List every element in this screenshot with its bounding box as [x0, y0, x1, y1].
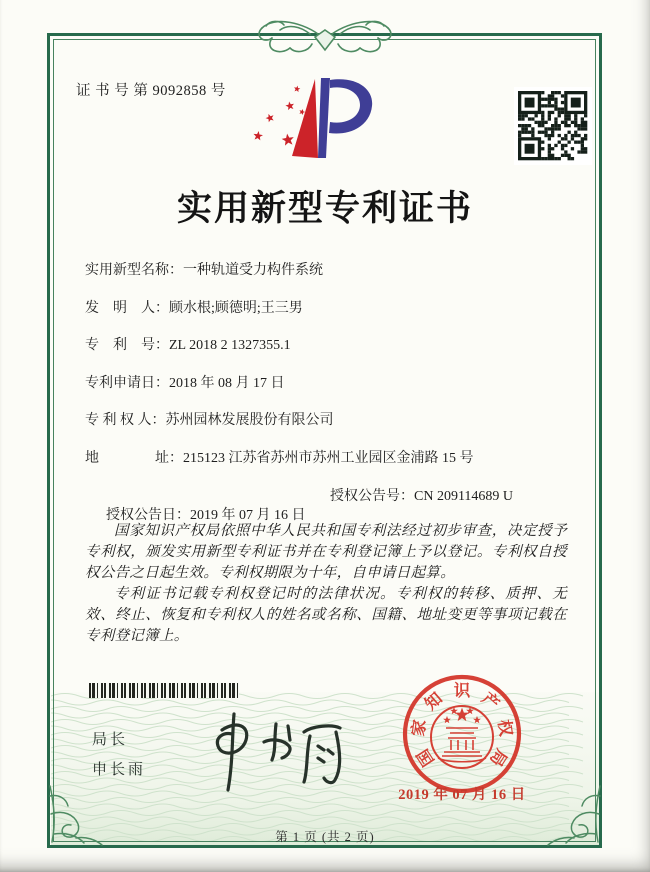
field-grant-no [330, 487, 513, 506]
field-inventor-label: 发 明 人： [85, 300, 169, 316]
page-footer: 第 1 页 (共 2 页) [275, 830, 375, 844]
top-ornament-icon [240, 10, 410, 58]
field-patentee-value: 苏州园林发展股份有限公司 [165, 413, 334, 429]
field-grant-date-value: 2019 年 07 月 16 日 [190, 507, 306, 523]
field-grant-no-value: CN 209114689 U [414, 488, 514, 504]
field-inventor [85, 299, 565, 318]
field-grant-date-label: 授权公告日： [106, 507, 190, 523]
field-patent-no-value: ZL 2018 2 1327355.1 [169, 338, 291, 354]
field-name-label: 实用新型名称： [85, 263, 183, 278]
seal-char: 产 [478, 688, 503, 714]
field-patent-no-label: 专 利 号： [85, 338, 169, 354]
officer-title: 局长 [92, 731, 129, 748]
seal-char: 家 [408, 718, 430, 738]
page-title: 实用新型专利证书 [176, 189, 473, 228]
field-inventor-value: 顾水根;顾德明;王三男 [169, 300, 303, 316]
seal-char: 权 [494, 718, 516, 738]
officer-block [92, 728, 146, 788]
seal-char: 知 [421, 688, 446, 714]
field-filing-date-value: 2018 年 08 月 17 日 [169, 375, 285, 391]
field-filing-date-label: 专利申请日： [85, 375, 169, 391]
body-text [85, 521, 567, 647]
seal-date: 2019 年 07 月 16 日 [398, 787, 526, 803]
field-patent-no [85, 336, 565, 355]
seal-char: 国 [413, 745, 438, 770]
seal-char: 识 [453, 681, 471, 700]
official-seal [392, 670, 532, 800]
field-name-value: 一种轨道受力构件系统 [183, 263, 323, 278]
cert-number: 证 书 号 第 9092858 号 [76, 83, 226, 99]
field-address [85, 449, 565, 468]
national-emblem-icon [431, 706, 493, 768]
officer-name: 申长雨 [92, 761, 147, 778]
field-name [85, 261, 565, 280]
field-patentee [85, 411, 565, 430]
qr-code [514, 87, 592, 165]
director-signature-icon [192, 702, 357, 797]
field-filing-date [85, 374, 565, 393]
field-address-value: 215123 江苏省苏州市苏州工业园区金浦路 15 号 [183, 450, 474, 466]
field-patentee-label: 专 利 权 人： [85, 413, 166, 429]
cnipa-logo-icon [252, 76, 390, 160]
body-paragraph-1: 国家知识产权局依照中华人民共和国专利法经过初步审查，决定授予专利权，颁发实用新型专利证书并在专利登记簿上予以登记。专利权自授权公告之日起生效。专利权期限为十年，自申请日起算。 [85, 523, 567, 581]
barcode [89, 683, 239, 698]
field-grant-no-label: 授权公告号： [330, 488, 414, 504]
body-paragraph-2: 专利证书记载专利权登记时的法律状况。专利权的转移、质押、无效、终止、恢复和专利权人的姓名或名称、国籍、地址变更等事项记载在专利登记簿上。 [85, 586, 567, 644]
field-address-label: 地 址： [85, 450, 183, 466]
seal-char: 局 [486, 745, 511, 770]
